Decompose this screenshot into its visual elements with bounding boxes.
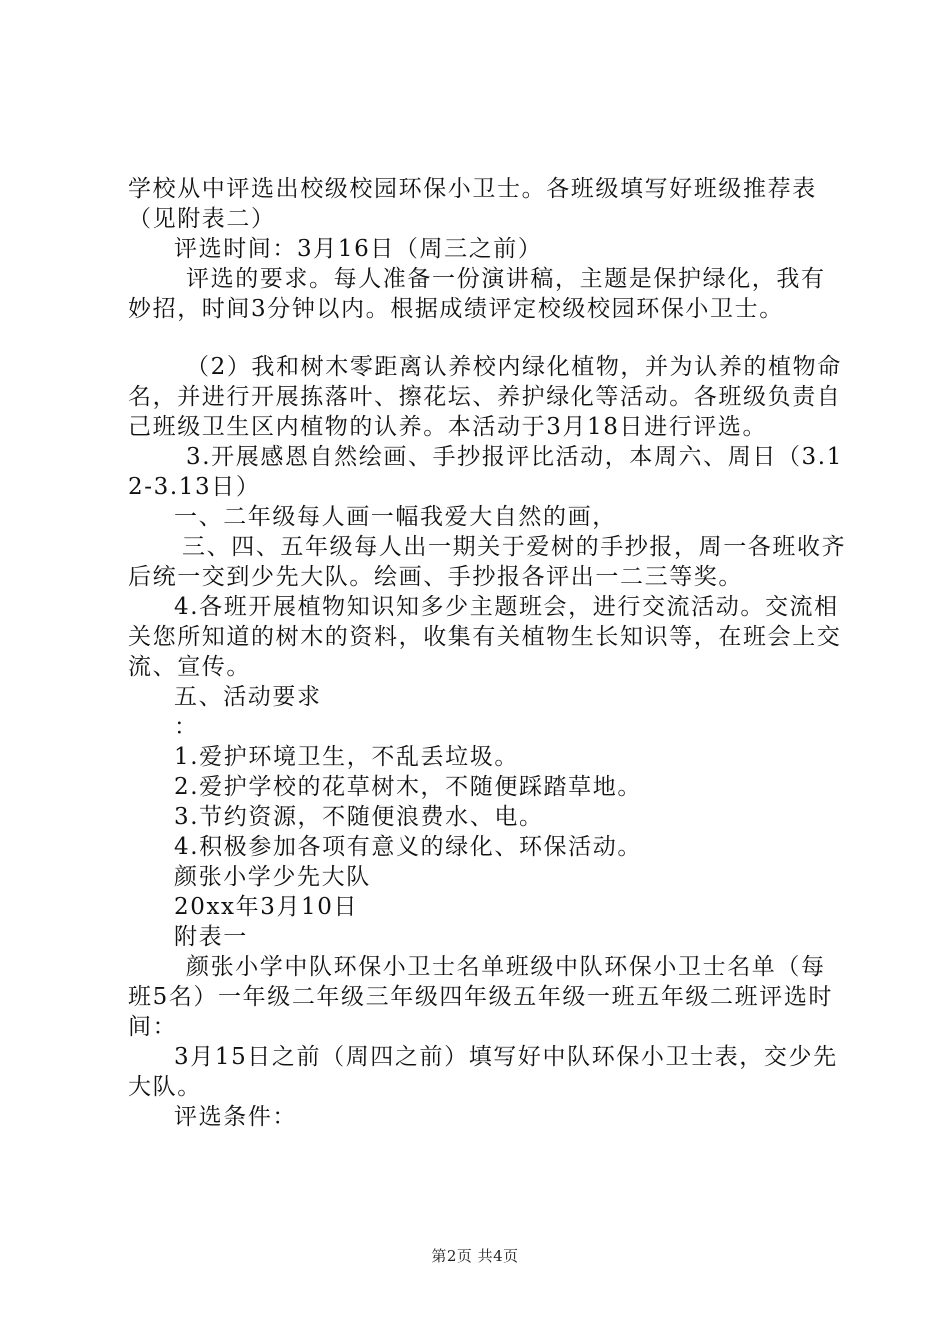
- paragraph-spacer: [128, 324, 850, 352]
- paragraph-colon: ：: [174, 714, 199, 740]
- requirement-3: 3.节约资源，不随便浪费水、电。: [174, 804, 544, 830]
- paragraph-6: 一、二年级每人画一幅我爱大自然的画，: [174, 504, 617, 530]
- paragraph-3: 评选的要求。每人准备一份演讲稿，主题是保护绿化，我有妙招，时间3分钟以内。根据成绩评定校级校园环保小卫士。: [128, 266, 826, 322]
- signature-organization: 颜张小学少先大队: [174, 864, 371, 890]
- requirement-1: 1.爱护环境卫生，不乱丢垃圾。: [174, 744, 519, 770]
- paragraph-5: 3.开展感恩自然绘画、手抄报评比活动，本周六、周日（3.12-3.13日）: [128, 444, 843, 500]
- paragraph-criteria: 评选条件：: [174, 1104, 297, 1130]
- signature-date: 20xx年3月10日: [174, 894, 359, 920]
- requirement-2: 2.爱护学校的花草树木，不随便踩踏草地。: [174, 774, 642, 800]
- paragraph-8: 4.各班开展植物知识知多少主题班会，进行交流活动。交流相关您所知道的树木的资料，收集有关植物生长知识等，在班会上交流、宣传。: [128, 594, 842, 680]
- paragraph-7: 三、四、五年级每人出一期关于爱树的手抄报，周一各班收齐后统一交到少先大队。绘画、手抄报各评出一二三等奖。: [128, 534, 847, 590]
- document-body: [128, 174, 850, 1132]
- paragraph-2: 评选时间：3月16日（周三之前）: [174, 236, 543, 262]
- appendix-heading: 附表一: [174, 924, 248, 950]
- paragraph-deadline: 3月15日之前（周四之前）填写好中队环保小卫士表，交少先大队。: [128, 1044, 838, 1100]
- page-footer: 第2页 共4页: [431, 1247, 519, 1265]
- paragraph-4: （2）我和树木零距离认养校内绿化植物，并为认养的植物命名，并进行开展拣落叶、擦花坛、养护绿化等活动。各班级负责自己班级卫生区内植物的认养。本活动于3月18日进行评选。: [128, 354, 842, 440]
- section-heading-requirements: 五、活动要求: [174, 684, 322, 710]
- requirement-4: 4.积极参加各项有意义的绿化、环保活动。: [174, 834, 642, 860]
- paragraph-1: 学校从中评选出校级校园环保小卫士。各班级填写好班级推荐表（见附表二）: [128, 176, 817, 232]
- paragraph-appendix-list: 颜张小学中队环保小卫士名单班级中队环保小卫士名单（每班5名）一年级二年级三年级四年级五年级一班五年级二班评选时间：: [128, 954, 834, 1040]
